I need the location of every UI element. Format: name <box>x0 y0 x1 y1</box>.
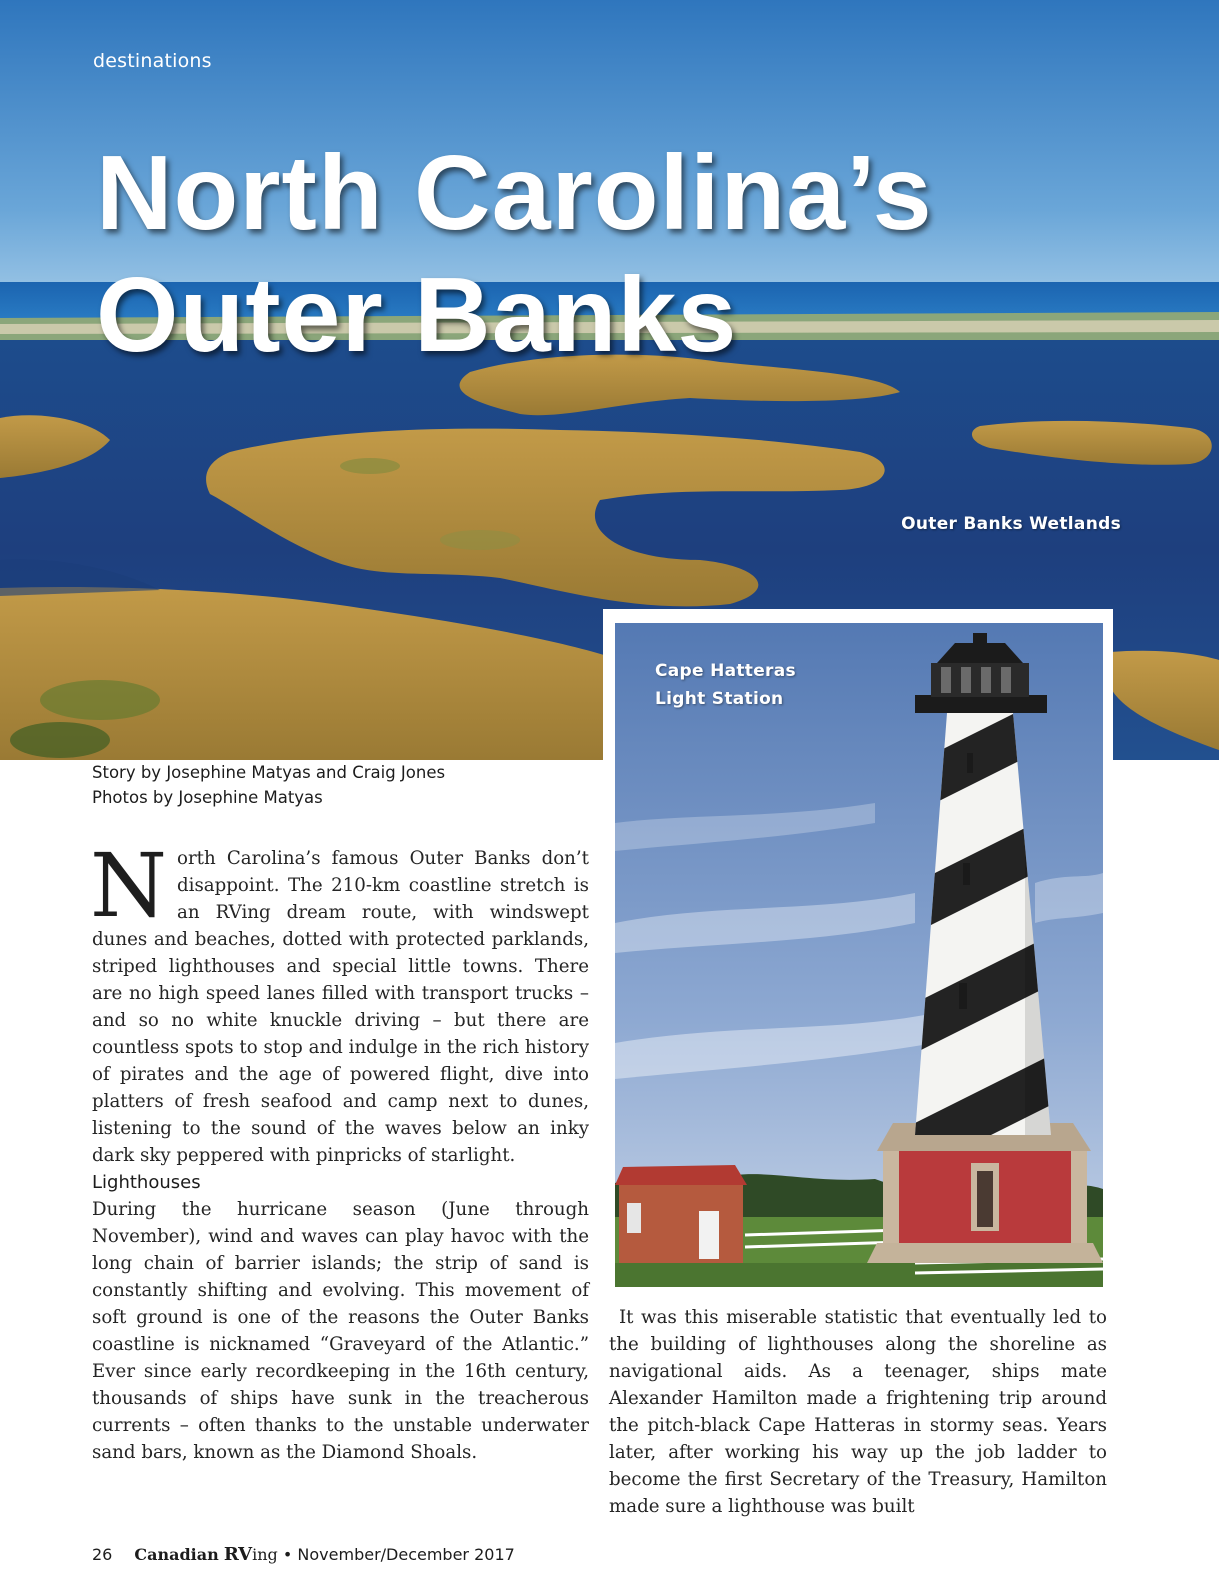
page-number: 26 <box>92 1545 113 1564</box>
lighthouse-photo-frame <box>603 609 1113 1297</box>
byline-photos: Photos by Josephine Matyas <box>92 788 323 807</box>
magazine-name-canadian: Canadian <box>134 1545 219 1564</box>
page-title <box>96 132 933 376</box>
section-label: destinations <box>93 50 212 72</box>
magazine-name-ing: ing <box>252 1545 278 1564</box>
subhead-lighthouses: Lighthouses <box>92 1172 201 1193</box>
lighthouse-photo <box>615 623 1103 1287</box>
paragraph-3: It was this miserable statistic that eventually led to the building of lighthouses along the shoreline as navigational aids. As a teenager, ships mate Alexander Hamilton made a frightening trip around the pitch-black Cape Hatteras in stormy seas. Years later, after working his way up the job ladder to become the first Secretary of the Treasury, Hamilton made sure a lighthouse was built <box>609 1307 1107 1517</box>
hero-photo-caption: Outer Banks Wetlands <box>901 514 1121 534</box>
drop-cap: N <box>90 834 167 937</box>
magazine-name-rv: RV <box>223 1544 253 1565</box>
lighthouse-caption-line-1: Cape Hatteras <box>655 661 796 681</box>
lighthouse-image <box>615 623 1103 1287</box>
byline-story: Story by Josephine Matyas and Craig Jones <box>92 763 446 782</box>
byline <box>92 760 445 810</box>
intro-paragraph <box>90 834 589 1169</box>
paragraph-2: During the hurricane season (June through November), wind and waves can play havoc with the long chain of barrier islands; the strip of sand is constantly shifting and evolving. This movement of soft ground is one of the reasons the Outer Banks coastline is nicknamed “Graveyard of the Atlantic.” Ever since early recordkeeping in the 16th century, thousands of ships have sunk in the treacherous currents – often thanks to the unstable underwater sand bars, known as the Diamond Shoals. <box>92 1199 589 1463</box>
title-line-2: Outer Banks <box>96 256 738 374</box>
article-column-left <box>90 834 589 1466</box>
title-line-1: North Carolina’s <box>96 134 933 252</box>
lighthouse-photo-caption <box>655 657 796 713</box>
intro-text: orth Carolina’s famous Outer Banks don’t disappoint. The 210-km coastline stretch is an RVing dream route, with windswept dunes and beaches, dotted with protected parklands, striped lighthouses and special little towns. There are no high speed lanes filled with transport trucks – and so no white knuckle driving – but there are countless spots to stop and indulge in the rich history of pirates and the age of powered flight, dive into platters of fresh seafood and camp next to dunes, listening to the sound of the waves below an inky dark sky peppered with pinpricks of starlight. <box>92 848 589 1166</box>
issue-date: • November/December 2017 <box>277 1545 515 1564</box>
article-column-right <box>609 1304 1107 1520</box>
page-footer <box>92 1544 515 1565</box>
lighthouse-caption-line-2: Light Station <box>655 689 784 709</box>
